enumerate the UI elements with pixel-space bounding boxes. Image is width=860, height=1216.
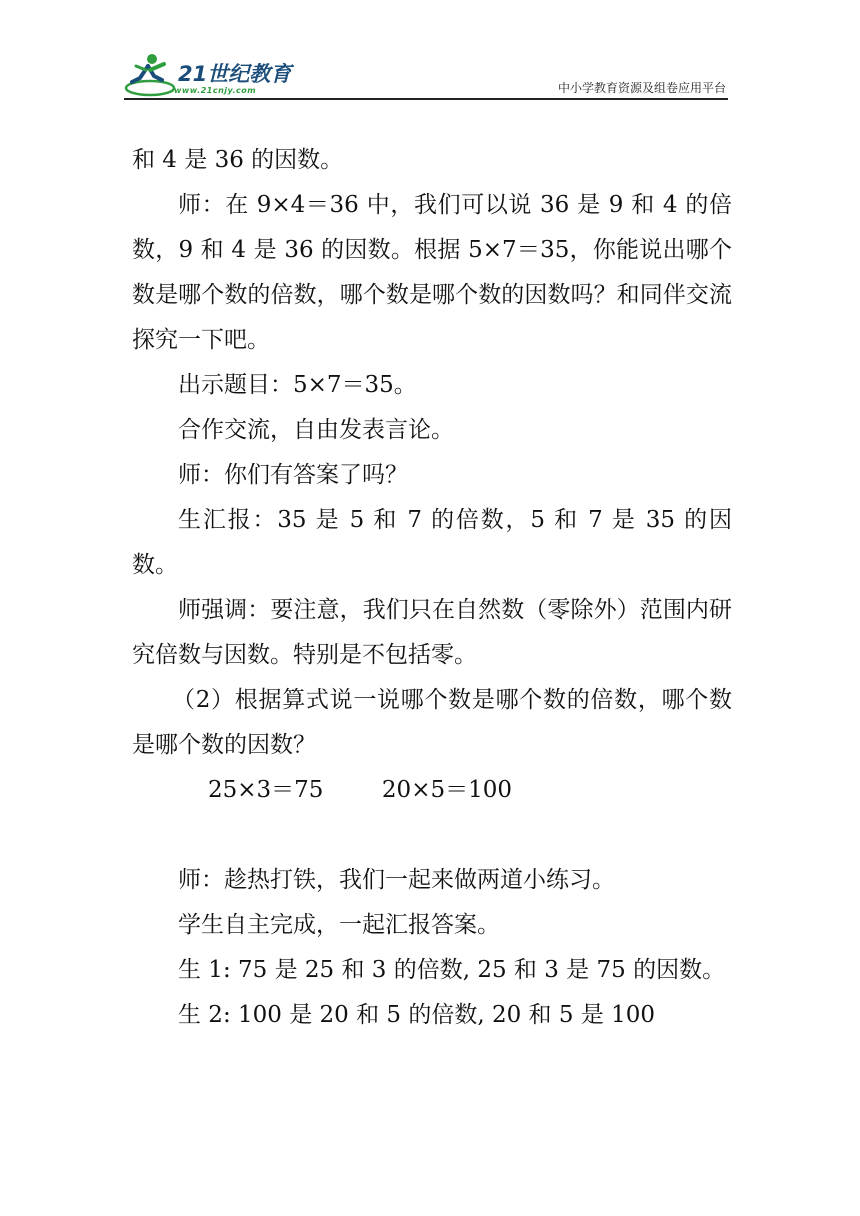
header-tagline: 中小学教育资源及组卷应用平台 bbox=[557, 81, 726, 95]
blank-line bbox=[132, 813, 732, 858]
paragraph: 师：趁热打铁，我们一起来做两道小练习。 bbox=[178, 867, 615, 893]
paragraph: 学生自主完成，一起汇报答案。 bbox=[178, 912, 500, 938]
paragraph: （2）根据算式说一说哪个数是哪个数的倍数，哪个数是哪个数的因数？ bbox=[132, 687, 732, 758]
paragraph: 生 2: 100 是 20 和 5 的倍数, 20 和 5 是 100 bbox=[178, 1002, 656, 1028]
header-divider bbox=[124, 98, 728, 100]
paragraph: 生 1: 75 是 25 和 3 的倍数, 25 和 3 是 75 的因数。 bbox=[178, 957, 726, 983]
page-header bbox=[0, 0, 860, 110]
paragraph: 出示题目：5×7＝35。 bbox=[178, 372, 417, 398]
paragraph: 师：在 9×4＝36 中，我们可以说 36 是 9 和 4 的倍数，9 和 4 是 36 的因数。根据 5×7＝35，你能说出哪个数是哪个数的倍数，哪个数是哪个数的因数吗？和同伴交流探究一下吧。 bbox=[132, 192, 732, 353]
logo-brand: 21世纪教育 bbox=[178, 62, 292, 86]
formula-line: 25×3＝75 20×5＝100 bbox=[208, 777, 512, 803]
runner-icon bbox=[124, 52, 180, 100]
logo bbox=[124, 52, 294, 100]
paragraph: 生汇报：35 是 5 和 7 的倍数，5 和 7 是 35 的因数。 bbox=[132, 507, 732, 578]
paragraph: 师：你们有答案了吗？ bbox=[178, 462, 408, 488]
paragraph: 和 4 是 36 的因数。 bbox=[132, 147, 344, 173]
paragraph: 合作交流，自由发表言论。 bbox=[178, 417, 454, 443]
logo-website: www.21cnjy.com bbox=[174, 86, 257, 95]
document-body bbox=[132, 138, 732, 1038]
paragraph: 师强调：要注意，我们只在自然数（零除外）范围内研究倍数与因数。特别是不包括零。 bbox=[132, 597, 732, 668]
